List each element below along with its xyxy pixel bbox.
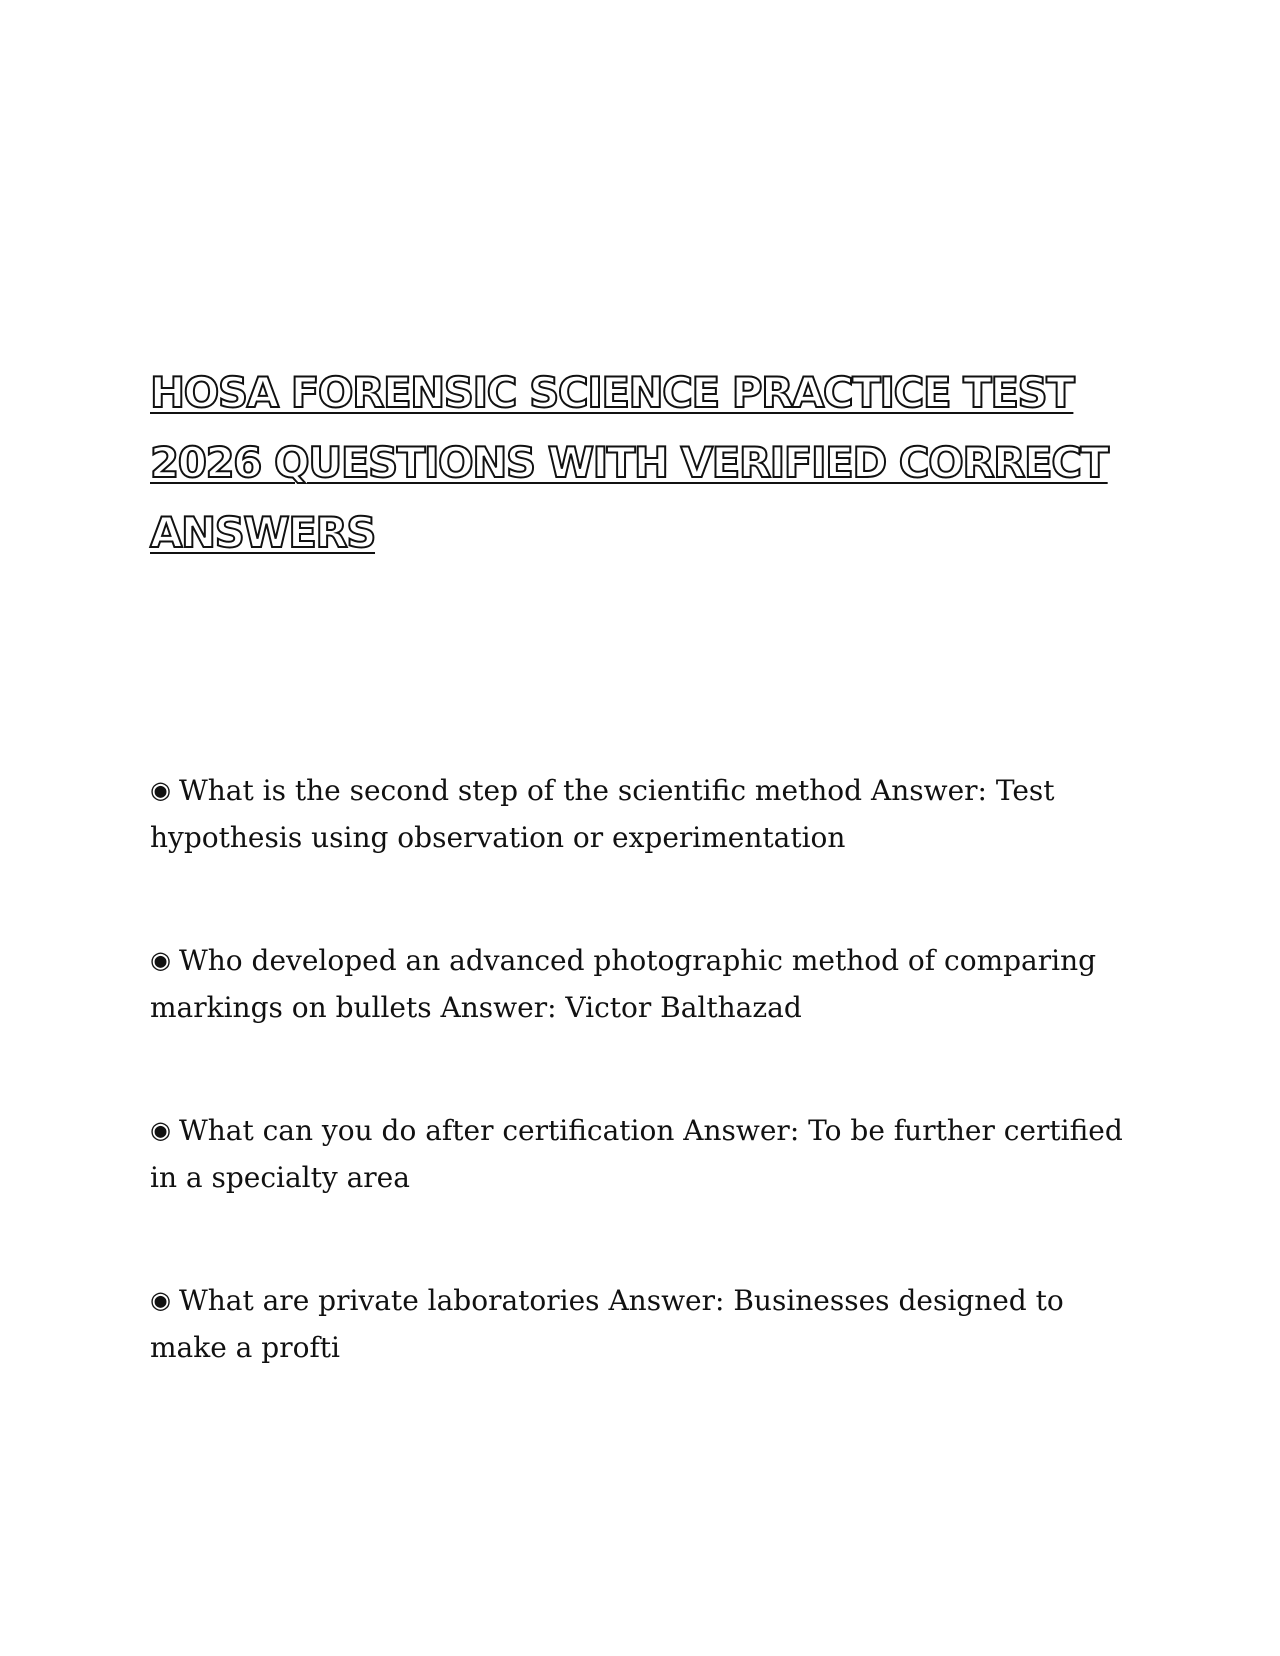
title-line-3: ANSWERS [150,508,376,557]
radio-bullet-icon: ◉ [150,946,171,974]
question-item-1 [150,768,1140,938]
radio-bullet-icon: ◉ [150,1286,171,1314]
question-list [150,768,1140,1448]
radio-bullet-icon: ◉ [150,1116,171,1144]
title-line-1: HOSA FORENSIC SCIENCE PRACTICE TEST [150,368,1074,417]
question-text: What can you do after certification Answer: To be further certified in a specialty area [150,1114,1123,1194]
question-item-4 [150,1278,1140,1448]
question-text: Who developed an advanced photographic method of comparing markings on bullets Answer: Victor Balthazad [150,944,1097,1024]
radio-bullet-icon: ◉ [150,776,171,804]
question-text: What are private laboratories Answer: Businesses designed to make a profti [150,1284,1064,1364]
question-item-3 [150,1108,1140,1278]
document-title [150,358,1110,568]
question-item-2 [150,938,1140,1108]
question-text: What is the second step of the scientific method Answer: Test hypothesis using observation or experimentation [150,774,1055,854]
title-line-2: 2026 QUESTIONS WITH VERIFIED CORRECT [150,438,1108,487]
